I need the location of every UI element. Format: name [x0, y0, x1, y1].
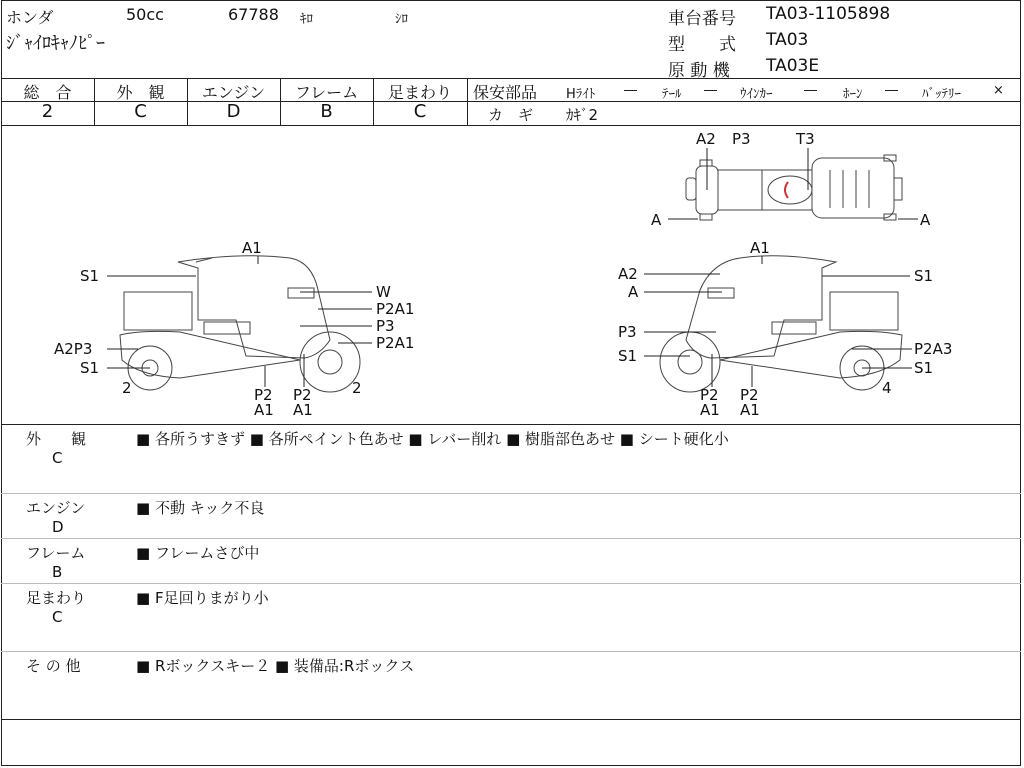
type-value: TA03	[766, 30, 809, 50]
divider	[1, 719, 1021, 720]
safety-item-horn: ﾎｰﾝ	[843, 87, 863, 102]
safety-mark-battery: ×	[993, 83, 1004, 98]
leader-lines	[107, 148, 918, 387]
label-left-a2p3: A2P3	[54, 340, 93, 358]
overall-value: 2	[41, 101, 54, 122]
safety-item-battery: ﾊﾞｯﾃﾘｰ	[922, 87, 961, 102]
label-right-p2-b: P2	[740, 386, 759, 404]
frame-label: フレーム	[294, 83, 359, 102]
key-label: カ ギ	[488, 106, 534, 124]
divider	[1, 651, 1021, 652]
remark-grade-engine: D	[52, 518, 64, 536]
label-right-a: A	[628, 283, 639, 301]
label-left-s1: S1	[80, 267, 100, 285]
label-left-wheel-rear: 2	[122, 379, 132, 397]
safety-mark-headlight: ―	[624, 83, 637, 98]
safety-label: 保安部品	[473, 83, 538, 102]
engine-model-label: 原 動 機	[668, 61, 730, 81]
label-right-s1-2: S1	[618, 347, 638, 365]
remark-label-other: そ の 他	[26, 657, 81, 675]
label-t3-top: T3	[796, 130, 815, 148]
remark-label-engine: エンジン	[26, 499, 86, 517]
exterior-value: C	[134, 101, 147, 122]
remark-text-engine: ■ 不動 キック不良	[136, 499, 265, 517]
label-right-a1-b: A1	[740, 401, 760, 419]
frame-value: B	[320, 101, 333, 122]
label-p3-top: P3	[732, 130, 751, 148]
label-a-top-left: A	[651, 211, 662, 229]
exterior-label: 外 観	[116, 83, 165, 102]
label-left-p3: P3	[376, 317, 395, 335]
remark-text-frame: ■ フレームさび中	[136, 544, 260, 562]
top-view-scooter	[686, 155, 902, 220]
type-label: 型 式	[668, 35, 736, 55]
engine-value: D	[226, 101, 241, 122]
label-left-a1-b: A1	[293, 401, 313, 419]
divider	[1, 583, 1021, 584]
divider	[1, 493, 1021, 494]
safety-item-headlight: Hﾗｲﾄ	[566, 87, 596, 102]
label-left-wheel-front: 2	[352, 379, 362, 397]
label-a2-top: A2	[696, 130, 716, 148]
label-a-top-right: A	[920, 211, 931, 229]
mileage-unit: ｷﾛ	[300, 12, 313, 27]
remark-grade-suspension: C	[52, 608, 63, 626]
label-right-wheel: 4	[882, 379, 892, 397]
safety-mark-horn: ―	[885, 83, 898, 98]
suspension-label: 足まわり	[387, 83, 452, 102]
maker: ホンダ	[6, 8, 54, 27]
label-left-w: W	[376, 283, 391, 301]
remark-grade-exterior: C	[52, 449, 63, 467]
top-view-red-mark	[785, 182, 788, 198]
suspension-value: C	[413, 101, 427, 122]
displacement: 50cc	[126, 5, 164, 24]
remark-label-suspension: 足まわり	[26, 589, 87, 607]
remark-grade-frame: B	[52, 563, 63, 581]
safety-mark-tail: ―	[704, 83, 717, 98]
label-right-s1: S1	[914, 267, 934, 285]
chassis-label: 車台番号	[668, 9, 736, 29]
remark-label-exterior: 外 観	[26, 430, 87, 448]
overall-label: 総 合	[23, 83, 72, 102]
model-name: ｼﾞｬｲﾛｷｬﾉﾋﾟｰ	[6, 33, 105, 54]
label-right-s1-3: S1	[914, 359, 934, 377]
engine-label: エンジン	[201, 83, 266, 102]
label-left-p2-b: P2	[293, 386, 312, 404]
remark-text-exterior: ■ 各所うすきず ■ 各所ペイント色あせ ■ レバー削れ ■ 樹脂部色あせ ■ シート硬化小	[136, 430, 729, 448]
safety-item-winker: ｳｲﾝｶｰ	[740, 87, 773, 102]
label-right-a1: A1	[750, 239, 770, 257]
divider	[1, 424, 1021, 425]
label-left-s1-2: S1	[80, 359, 100, 377]
label-right-p3: P3	[618, 323, 637, 341]
label-left-p2a1-2: P2A1	[376, 334, 415, 352]
chassis-value: TA03-1105898	[766, 4, 891, 24]
safety-item-tail: ﾃｰﾙ	[662, 87, 682, 102]
remark-text-suspension: ■ F足回りまがり小	[136, 589, 269, 607]
color: ｼﾛ	[395, 12, 408, 27]
key-value: ｶｷﾞ2	[566, 106, 599, 124]
remark-text-other: ■ Rボックスキー２ ■ 装備品:Rボックス	[136, 657, 415, 675]
label-right-a2: A2	[618, 265, 638, 283]
safety-mark-winker: ―	[804, 83, 817, 98]
label-right-a1-a: A1	[700, 401, 720, 419]
label-left-p2-a: P2	[254, 386, 273, 404]
label-right-p2a3: P2A3	[914, 340, 953, 358]
label-right-p2-a: P2	[700, 386, 719, 404]
label-left-a1: A1	[242, 239, 262, 257]
engine-model-value: TA03E	[766, 56, 820, 76]
remark-label-frame: フレーム	[26, 544, 86, 562]
divider	[1, 538, 1021, 539]
label-left-p2a1: P2A1	[376, 300, 415, 318]
mileage: 67788	[228, 5, 279, 24]
label-left-a1-a: A1	[254, 401, 274, 419]
